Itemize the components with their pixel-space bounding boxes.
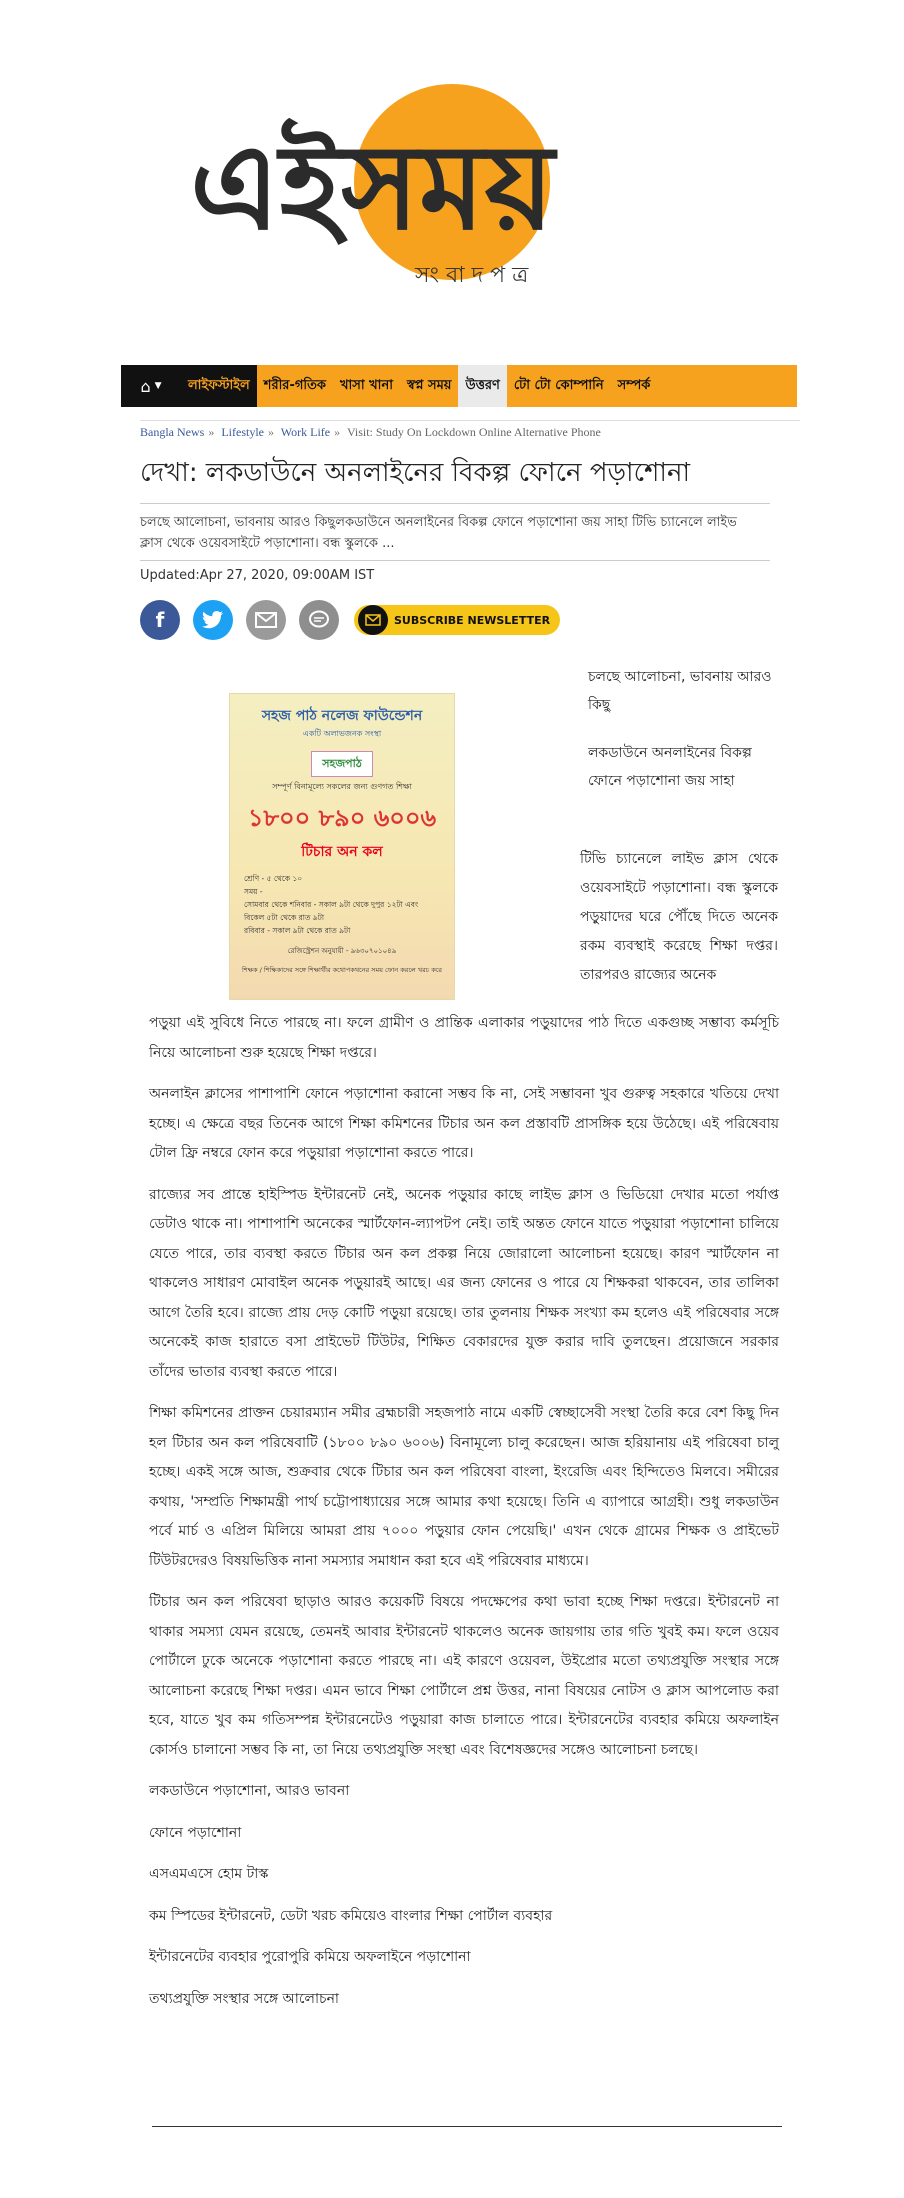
updated-timestamp: Updated:Apr 27, 2020, 09:00AM IST	[140, 568, 375, 583]
nav-item-lifestyle[interactable]: লাইফস্টাইল	[181, 365, 257, 407]
twitter-icon	[202, 611, 224, 629]
logo-tagline: সং বা দ প ত্র	[415, 263, 529, 288]
bottom-divider	[152, 2126, 782, 2127]
article-summary: চলছে আলোচনা, ভাবনায় আরও কিছুলকডাউনে অনলাইনের বিকল্প ফোনে পড়াশোনা জয় সাহা টিভি চ্যানেলে লাইভ ক্লাস থেকে ওয়েবসাইটে পড়াশোনা। বন্ধ স্কুলকে ...	[140, 515, 737, 551]
poster-note: শিক্ষক / শিক্ষিকাদের সঙ্গে শিক্ষার্থীর কথোপকথনের সময় ফোন করলে খরচ করে	[242, 966, 442, 974]
logo-wordmark: এইসময়	[190, 118, 555, 256]
article-paragraph: অনলাইন ক্লাসের পাশাপাশি ফোনে পড়াশোনা করানো সম্ভব কি না, সেই সম্ভাবনা খুব গুরুত্ব সহকারে খতিয়ে দেখা হচ্ছে। এ ক্ষেত্রে বছর তিনেক আগে শিক্ষা কমিশনের টিচার অন কল প্রস্তাবটি প্রাসঙ্গিক হয়ে উঠেছে। এই পরিষেবায় টোল ফ্রি নম্বরে ফোন করে পড়ুয়ারা পড়াশোনা করতে পারে।	[149, 1086, 779, 1161]
share-bar	[140, 600, 560, 640]
poster-row: সোমবার থেকে শনিবার - সকাল ৯টা থেকে দুপুর ১২টা এবং বিকেল ৫টা থেকে রাত ৯টা	[244, 900, 419, 922]
side-paragraph: চলছে আলোচনা, ভাবনায় আরও কিছু	[588, 669, 772, 713]
newsletter-icon	[358, 605, 388, 635]
article-subheading: কম স্পিডের ইন্টারনেট, ডেটা খরচ কমিয়েও বাংলার শিক্ষা পোর্টাল ব্যবহার	[149, 1907, 553, 1924]
article-paragraph: টিচার অন কল পরিষেবা ছাড়াও আরও কয়েকটি বিষয়ে পদক্ষেপের কথা ভাবা হচ্ছে শিক্ষা দপ্তরে। ইন্টারনেট না থাকার সমস্যা যেমন রয়েছে, তেমনই আবার ইন্টারনেট থাকলেও অনেক জায়গায় তার গতি খুবই কম। ফলে ওয়েব পোর্টালে ঢুকে অনেকে পড়াশোনা করতে পারছে না। এই কারণে ওয়েবল, উইপ্রোর মতো তথ্যপ্রযুক্তি সংস্থার সঙ্গে আলোচনা করেছে শিক্ষা দপ্তর। এমন ভাবে শিক্ষা পোর্টালে প্রশ্ন উত্তর, নানা বিষয়ের নোটস ও ক্লাস আপলোড করা হবে, যাতে খুব কম গতিসম্পন্ন ইন্টারনেটেও পড়ুয়ারা কাজ চালাতে পারে। ইন্টারনেটের ব্যবহার কমিয়ে অফলাইন কোর্সও চালানো সম্ভব কি না, তা নিয়ে তথ্যপ্রযুক্তি সংস্থা এবং বিশেষজ্ঞদের সঙ্গেও আলোচনা চলছে।	[149, 1594, 779, 1758]
article-subheading: ফোনে পড়াশোনা	[149, 1824, 242, 1841]
nav-item-food[interactable]: খাসা খানা	[339, 378, 393, 393]
poster-row: রবিবার - সকাল ৯টা থেকে রাত ৯টা	[244, 926, 351, 935]
facebook-share-button[interactable]	[140, 600, 180, 640]
twitter-share-button[interactable]	[193, 600, 233, 640]
article-subheading: লকডাউনে পড়াশোনা, আরও ভাবনা	[149, 1783, 350, 1799]
wrapped-paragraph: টিভি চ্যানেলে লাইভ ক্লাস থেকে ওয়েবসাইটে পড়াশোনা। বন্ধ স্কুলকে পড়ুয়াদের ঘরে পৌঁছে দিতে অনেক রকম ব্যবস্থাই করেছে শিক্ষা দপ্তর। তারপরও রাজ্যের অনেক	[580, 851, 778, 983]
subscribe-newsletter-button[interactable]	[354, 605, 560, 635]
comment-button[interactable]	[299, 600, 339, 640]
nav-item-health[interactable]: শরীর-গতিক	[263, 378, 326, 393]
poster-registration: রেজিস্ট্রেশন অনুযায়ী - ৯৬৩০৭০১০৪৯	[287, 947, 397, 955]
article-paragraph: শিক্ষা কমিশনের প্রাক্তন চেয়ারম্যান সমীর ব্রহ্মচারী সহজপাঠ নামে একটি স্বেচ্ছাসেবী সংস্থা তৈরি করে বেশ কিছু দিন হল টিচার অন কল পরিষেবাটি (১৮০০ ৮৯০ ৬০০৬) বিনামূল্যে চালু করেছেন। আজ হরিয়ানায় এই পরিষেবা চালু হচ্ছে। একই সঙ্গে আজ, শুক্রবার থেকে টিচার অন কল পরিষেবা বাংলা, ইংরেজি এবং হিন্দিতেও মিলবে। সমীরের কথায়, 'সম্প্রতি শিক্ষামন্ত্রী পার্থ চট্টোপাধ্যায়ের সঙ্গে আমার কথা হয়েছে। তিনি এ ব্যাপারে আগ্রহী। শুধু লকডাউন পর্বে মার্চ ও এপ্রিল মিলিয়ে আমরা প্রায় ৭০০০ পড়ুয়ার ফোন পেয়েছি।' এখন থেকে গ্রামের শিক্ষক ও প্রাইভেট টিউটরদেরও বিষয়ভিত্তিক নানা সমস্যার সমাধান করা হবে এই পরিষেবার মাধ্যমে।	[149, 1405, 779, 1569]
comment-icon	[308, 610, 330, 630]
breadcrumb	[140, 420, 800, 440]
nav-item-dream-time[interactable]: স্বপ্ন সময়	[406, 378, 452, 393]
breadcrumb-link[interactable]: Lifestyle	[221, 425, 264, 439]
side-text	[588, 663, 778, 815]
side-paragraph: লকডাউনে অনলাইনের বিকল্প ফোনে পড়াশোনা জয় সাহা	[588, 745, 752, 789]
main-nav	[121, 365, 797, 407]
site-logo[interactable]	[190, 78, 710, 308]
subscribe-label: SUBSCRIBE NEWSLETTER	[394, 613, 551, 627]
facebook-icon: f	[155, 608, 165, 632]
home-icon: ⌂	[140, 376, 151, 396]
mail-icon	[255, 612, 277, 628]
breadcrumb-separator: »	[334, 425, 341, 439]
chevron-down-icon: ▼	[154, 381, 162, 391]
poster-row: সময় -	[244, 887, 263, 896]
nav-item-travel[interactable]: টো টো কোম্পানি	[513, 378, 604, 393]
breadcrumb-separator: »	[267, 425, 274, 439]
poster-org-sub: একটি অলাভজনক সংস্থা	[302, 729, 382, 738]
article-subheading: তথ্যপ্রযুক্তি সংস্থার সঙ্গে আলোচনা	[149, 1990, 339, 2007]
poster-tagline: সম্পূর্ণ বিনামূল্যে সকলের জন্য গুণগত শিক্ষা	[272, 782, 412, 791]
poster-schedule	[244, 872, 440, 937]
breadcrumb-current: Visit: Study On Lockdown Online Alternative Phone	[346, 425, 601, 439]
email-share-button[interactable]	[246, 600, 286, 640]
home-button[interactable]	[121, 365, 181, 407]
article-subheading: ইন্টারনেটের ব্যবহার পুরোপুরি কমিয়ে অফলাইনে পড়াশোনা	[149, 1949, 471, 1965]
poster-title: টিচার অন কল	[301, 844, 383, 860]
nav-item-relationship[interactable]: সম্পর্ক	[617, 378, 651, 393]
article-headline: দেখা: লকডাউনে অনলাইনের বিকল্প ফোনে পড়াশোনা	[140, 458, 690, 488]
breadcrumb-separator: »	[208, 425, 215, 439]
poster-logo: সহজপাঠ	[311, 751, 373, 777]
divider	[140, 560, 770, 561]
article-subheading: এসএমএসে হোম টাস্ক	[149, 1866, 269, 1882]
poster-org: সহজ পাঠ নলেজ ফাউন্ডেশন	[261, 708, 423, 724]
poster-phone: ১৮০০ ৮৯০ ৬০০৬	[247, 804, 437, 832]
divider	[140, 503, 770, 504]
article-body	[149, 1009, 779, 2026]
article-image-poster	[229, 693, 455, 1000]
breadcrumb-link[interactable]: Bangla News	[140, 425, 205, 439]
poster-row: শ্রেণি - ৫ থেকে ১০	[244, 874, 303, 883]
breadcrumb-link[interactable]: Work Life	[280, 425, 331, 439]
article-paragraph: রাজ্যের সব প্রান্তে হাইস্পিড ইন্টারনেট নেই, অনেক পড়ুয়ার কাছে লাইভ ক্লাস ও ভিডিয়ো দেখার মতো পর্যাপ্ত ডেটাও থাকে না। পাশাপাশি অনেকের স্মার্টফোন-ল্যাপটপ নেই। তাই অন্তত ফোনে যাতে পড়ুয়ারা পড়াশোনা চালিয়ে যেতে পারে, তার ব্যবস্থা করতে টিচার অন কল প্রকল্প নিয়ে জোরালো আলোচনা হয়েছে। কারণ স্মার্টফোন না থাকলেও সাধারণ মোবাইল অনেক পড়ুয়ারই আছে। এর জন্য ফোনের ও পারে যে শিক্ষকরা থাকবেন, তার তালিকা আগে তৈরি হবে। রাজ্যে প্রায় দেড় কোটি পড়ুয়া রয়েছে। তার তুলনায় শিক্ষক সংখ্যা কম হলেও এই পরিষেবার সঙ্গে অনেকেই কাজ হারাতে বসা প্রাইভেট টিউটর, শিক্ষিত বেকারদের যুক্ত করার দাবি তুলছেন। প্রয়োজনে সরকার তাঁদের ভাতার ব্যবস্থা করতে পারে।	[149, 1186, 779, 1380]
nav-item-uttaran[interactable]: উত্তরণ	[458, 365, 506, 407]
article-paragraph: পড়ুয়া এই সুবিধে নিতে পারছে না। ফলে গ্রামীণ ও প্রান্তিক এলাকার পড়ুয়াদের পাঠ দিতে একগুচ্ছ সম্ভাব্য কর্মসূচি নিয়ে আলোচনা শুরু হয়েছে শিক্ষা দপ্তরে।	[149, 1015, 779, 1061]
